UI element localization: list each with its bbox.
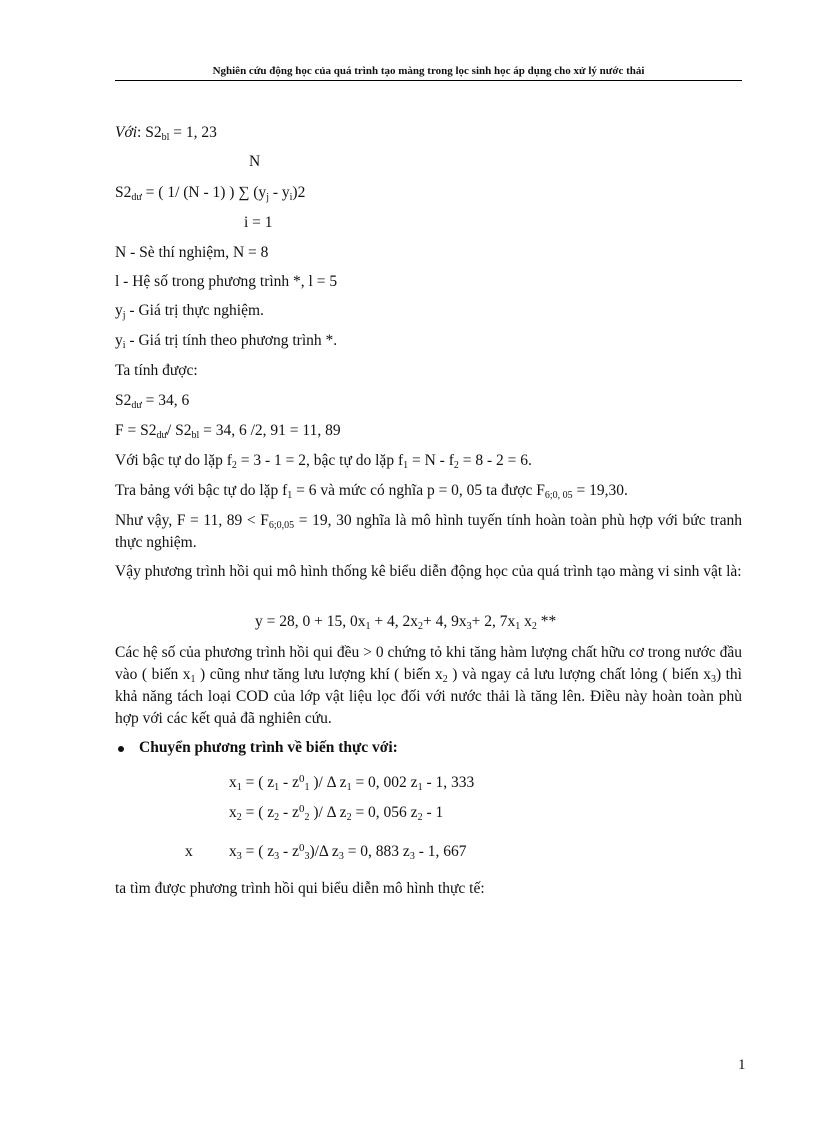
line-l-definition: l - Hệ số trong phương trình *, l = 5 xyxy=(115,273,338,290)
line-s2bl: Với: $S2_{bl} = 1$, 23 xyxy=(115,124,217,143)
sum-upper-limit: N xyxy=(249,153,261,170)
running-header: Nghiên cứu động học của quá trình tạo màng trong lọc sinh học áp dụng cho xử lý nước thải xyxy=(115,64,742,81)
page-number: 1 xyxy=(738,1057,746,1073)
sum-lower-limit: i = 1 xyxy=(244,214,273,231)
line-yj-definition: $y_j$ - Giá trị thực nghiệm. xyxy=(115,302,264,321)
paragraph-regression-intro: Vậy phương trình hồi qui mô hình thống kê biểu diễn động học của quá trình tạo màng vi sinh vật là: xyxy=(115,563,742,580)
paragraph-conclusion-f-test: Như vậy, F = 11, $89 < F_{6;0,05} = 19$, 30 nghĩa là mô hình tuyến tính hoàn toàn phù hợp với bức tranh thực nghiệm. xyxy=(115,512,743,551)
line-n-definition: N - Sè thí nghiệm, N = 8 xyxy=(115,244,269,261)
regression-equation: y = 28, 0 + 15, $0x_1 + 4$, $2x_2+ 4$, $9x_3+ 2$, $7x_1$ $x_2$ ** xyxy=(255,613,557,632)
line-s2du-value: $S2_{dư} = 34$, 6 xyxy=(115,392,190,411)
prefix-voi: Với xyxy=(115,124,138,141)
transform-x1: $x_1$ = ( $z_1 - z^0_1$ )/ Δ $z_1 = 0$, 002 $z_1 - 1$, 333 xyxy=(229,773,475,793)
bullet-heading: Chuyển phương trình về biến thực với: xyxy=(139,739,398,756)
line-degrees-of-freedom: Với bậc tự do lặp $f_2 = 3 - 1 = 2$, bậc tự do lặp $f_1 = N - f_2 = 8 - 2 = 6$. xyxy=(115,452,532,471)
closing-line: ta tìm được phương trình hồi qui biểu diễn mô hình thực tế: xyxy=(115,880,485,897)
transform-x3: $x_3$ = ( $z_3 - z^0_3)/\Delta$ $z_3 = 0$, 883 $z_3 - 1$, 667 xyxy=(229,842,467,862)
paragraph-coefficient-discussion: Các hệ số của phương trình hồi qui đều > 0 chứng tỏ khi tăng hàm lượng chất hữu cơ trong nước đầu vào ( biến $x_1$ ) cũng như tăng lưu lượng khí ( biến $x_2$ ) và ngay cả lưu lượng chất lỏng ( biến $x_3$) thì khả năng tách loại COD của lớp vật liệu lọc đối với nước thải là tăng lên. Điều này hoàn toàn phù hợp với các kết quả đã nghiên cứu. xyxy=(115,644,742,727)
line-yi-definition: $y_i$ - Giá trị tính theo phương trình *. xyxy=(115,332,338,351)
line-ta-tinh-duoc: Ta tính được: xyxy=(115,362,198,379)
formula-s2du: $S2_{dư}$ = ( 1/ (N - 1) ) ∑ $(y_j - y_i)2$ xyxy=(115,184,306,203)
bullet-dot-icon xyxy=(118,746,124,752)
transform-x2: $x_2$ = ( $z_2 - z^0_2$ )/ Δ $z_2 = 0$, 056 $z_2 - 1$ xyxy=(229,803,444,823)
line-table-lookup: Tra bảng với bậc tự do lặp $f_1 = 6$ và mức có nghĩa p = 0, 05 ta được $F_{6;0, 05} = 19,30$. xyxy=(115,482,628,501)
line-f-value: $F = S2_{dư}/$ $S2_{bl} = 34$, 6 /2, 91 = 11, 89 xyxy=(115,422,341,441)
transform-stray-x: x xyxy=(185,843,193,860)
